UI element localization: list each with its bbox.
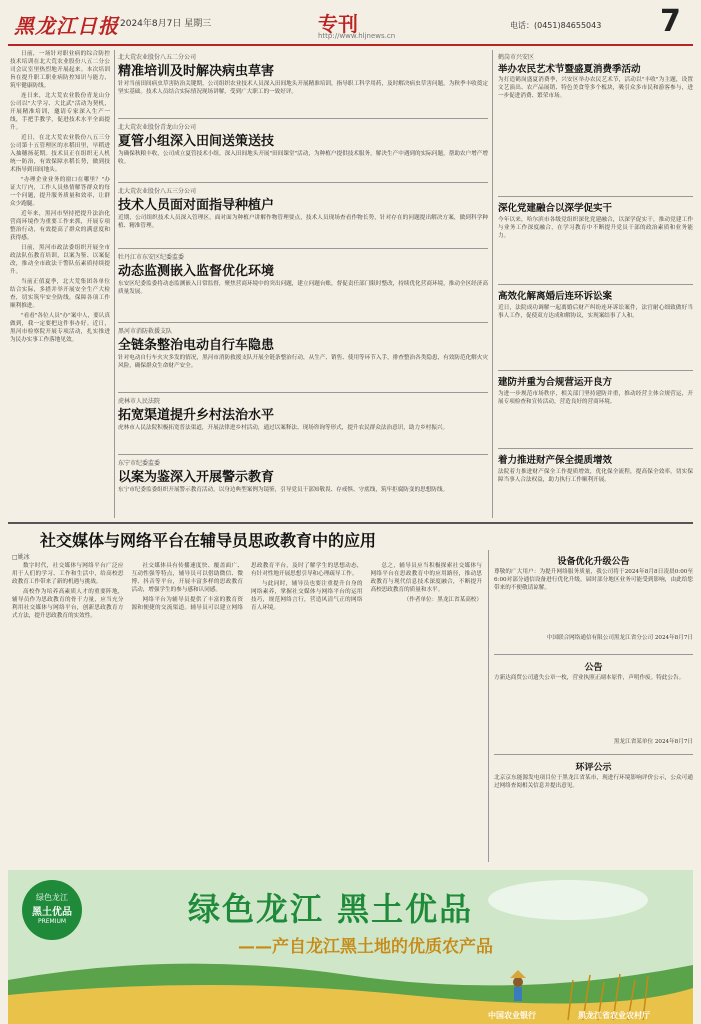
story-headline: 拓宽渠道提升乡村法治水平 <box>118 408 275 423</box>
story-headline: 建防并重为合规营运开良方 <box>498 377 613 388</box>
story-kicker: 黑河市消防救援支队 <box>118 328 173 335</box>
section-title: 专刊 <box>318 12 358 36</box>
feature-author-note: （作者单位：黑龙江省某高校） <box>403 597 482 603</box>
feature-para: 社交媒体具有传播速度快、覆盖面广、互动性强等特点，辅导员可以借助微信、微博、抖音等平台，开展丰富多样的思政教育活动，增强学生的参与感和认同感。 <box>131 563 243 593</box>
story-divider <box>118 182 488 183</box>
story-body: 东宁市纪委监委组织开展警示教育活动，以身边典型案例为镜鉴，引导党员干部知敬畏、存戒惧、守底线，筑牢拒腐防变的思想防线。 <box>118 487 449 493</box>
left-para: "办理企业业务的窗口在哪里？"办证大厅内，工作人员热情解答群众的每一个问题，提升服务质量和效率，让群众少跑腿。 <box>10 177 110 207</box>
notice-title: 设备优化升级公告 <box>557 557 630 567</box>
story-divider <box>498 448 693 449</box>
feature-byline: □姚冰 <box>12 554 30 561</box>
news-story <box>118 186 488 246</box>
feature-para: 总之，辅导员应当积极探索社交媒体与网络平台在思政教育中的应用路径，推动思政教育与现代信息技术深度融合，不断提升高校思政教育的质量和水平。 <box>370 563 482 593</box>
story-headline: 动态监测嵌入监督优化环境 <box>118 264 275 279</box>
story-body: 近期，公司组织技术人员深入管理区，面对面为种植户讲解作物管理要点，技术人员现场查看作物长势，针对存在的问题提出解决方案，做到科学种植、精准管理。 <box>118 215 488 229</box>
story-headline: 夏管小组深入田间送策送技 <box>118 134 275 149</box>
news-story <box>118 396 488 452</box>
story-divider <box>118 248 488 249</box>
banner-badge <box>22 880 82 940</box>
notice-body: 北京京东能源发电项目位于黑龙江省某市，现进行环境影响评价公示，公众可通过网络查阅相关信息并提出意见。 <box>494 775 693 789</box>
news-story <box>118 326 488 390</box>
banner-title: 绿色龙江 黑土优品 <box>188 890 474 928</box>
story-kicker: 北大荒农业股份八五二分公司 <box>118 54 197 61</box>
story-kicker: 鹤岗市兴安区 <box>498 54 535 61</box>
story-body: 为进一步规范市场秩序，相关部门坚持建防并重，推动经营主体合规营运，开展专项检查和宣传活动，营造良好的营商环境。 <box>498 391 693 405</box>
news-story <box>498 288 693 366</box>
badge-line: 黑土优品 <box>32 907 72 918</box>
notice-title: 公告 <box>584 663 603 673</box>
news-story <box>118 458 488 516</box>
notices-column <box>494 550 693 864</box>
left-para: 日前，一场针对职业病的综合防控技术培训在北大荒农业股份八五二分公司会议室里热烈地开展起来。本次培训旨在提升职工职业病防控知识与能力，筑牢健康防线。 <box>10 51 110 89</box>
badge-line: PREMIUM <box>37 918 67 925</box>
promo-banner <box>8 870 693 1024</box>
notice-title: 环评公示 <box>575 763 612 773</box>
story-headline: 深化党建融合以深学促实干 <box>498 203 613 214</box>
story-body: 针对电动自行车火灾多发的情况，黑河市消防救援支队开展全链条整治行动，从生产、销售、使用等环节入手，排查整治各类隐患，有效防范化解火灾风险，确保群众生命财产安全。 <box>118 355 488 369</box>
story-body: 法院着力推进财产保全工作提质增效，优化保全流程，提高保全效率，切实保障当事人合法权益，助力执行工作顺利开展。 <box>498 469 693 483</box>
feature-column <box>12 562 482 862</box>
left-para: 连日来，北大荒农业股份青龙山分公司以"大学习、大比武"活动为契机，开展精准培训，邀请专家深入生产一线，手把手教学，促进技术水平全面提升。 <box>10 93 110 131</box>
newspaper-logo: 黑龙江日报 <box>14 14 119 38</box>
banner-sponsor-left: 中国农业银行 <box>488 1011 536 1020</box>
story-body: 近日，法院成功调解一起离婚后财产纠纷连环诉讼案件，法官耐心细致做好当事人工作，促使双方达成和解协议，实现案结事了人和。 <box>498 305 693 319</box>
left-para: 近年来，黑河市坚持把提升法治化营商环境作为重要工作来抓，开展专项整治行动，有效提高了群众的满意度和获得感。 <box>10 211 110 241</box>
news-story <box>498 374 693 444</box>
left-para: "看看"各位人员"办"案中人，要认真做到，我一定要把这件事办好。近日，黑河市检察院开展专项活动，扎实推进为民办实事工作落地见效。 <box>10 313 110 343</box>
story-divider <box>118 118 488 119</box>
story-body: 为确保秋粮丰收，公司成立夏管技术小组，深入田间地头开展"田间课堂"活动，为种植户提供技术服务，解决生产中遇到的实际问题，帮助农户增产增收。 <box>118 151 488 165</box>
news-story <box>118 122 488 180</box>
banner-subtitle: ——产自龙江黑土地的优质农产品 <box>238 937 493 957</box>
story-headline: 着力推进财产保全提质增效 <box>498 455 613 466</box>
story-kicker: 北大荒农业股份青龙山分公司 <box>118 124 197 131</box>
story-headline: 高效化解离婚后连环诉讼案 <box>498 291 613 302</box>
cloud-shape <box>488 880 648 920</box>
news-story <box>498 200 693 280</box>
story-kicker: 虎林市人民法院 <box>118 398 161 405</box>
masthead <box>0 0 701 44</box>
notice-sign: 中国联合网络通信有限公司黑龙江省分公司 2024年8月7日 <box>546 635 693 641</box>
story-headline: 精准培训及时解决病虫草害 <box>118 64 275 79</box>
left-para: 近日，在北大荒农业股份八五三分公司第十五管理区的水稻田里，早稻进入抽穗扬花期。技术员正在组织无人机统一防治，有效保障水稻长势，做到技术指导到田间地头。 <box>10 135 110 173</box>
notice-body: 尊敬的广大用户：为提升网络服务质量，我公司将于2024年8月8日凌晨0:00至6:00对部分通信设备进行优化升级，届时部分地区业务可能受到影响，由此给您带来的不便敬请谅解。 <box>494 569 693 591</box>
story-body: 为打造鹤岗盛夏消费季，兴安区举办农民艺术节，活动以"丰收"为主题，设置文艺演出、农产品展销、特色美食等多个板块，吸引众多市民和游客参与，进一步促进消费、繁荣市场。 <box>498 77 693 99</box>
story-body: 今年以来，哈尔滨市各级党组织深化党建融合，以深学促实干，推动党建工作与业务工作深度融合，在学习教育中不断提升党员干部的政治素质和业务能力。 <box>498 217 693 239</box>
notice-sign: 黑龙江省某单位 2024年8月7日 <box>613 739 693 745</box>
feature-para: 高校作为培养高素质人才的重要阵地，辅导员作为思政教育的骨干力量，应当充分利用社交媒体与网络平台，创新思政教育方式方法，提升思政教育的实效性。 <box>12 589 124 619</box>
right-news-column <box>498 48 693 520</box>
badge-line: 绿色龙江 <box>36 893 68 902</box>
feature-para: 网络平台为辅导员提供了丰富的教育资源和便捷的交流渠道。辅导员可以建立网络思政教育平台，及时了解学生的思想动态，有针对性地开展思想引导和心理疏导工作。 <box>131 563 363 611</box>
story-divider <box>118 322 488 323</box>
story-body: 针对当前田间病虫草害防治关键期，公司组织农业技术人员深入田间地头开展精准培训，指导职工科学用药，及时解决病虫草害问题，为秋季丰收奠定坚实基础。技术人员结合实际情况现场讲解，受到广大职工的一致好评。 <box>118 81 488 95</box>
story-body: 东安区纪委监委将动态监测嵌入日常监督，聚焦营商环境中的突出问题，建立问题台账，督促责任部门限时整改，持续优化营商环境，推动全区经济高质量发展。 <box>118 281 488 295</box>
story-kicker: 东宁市纪委监委 <box>118 460 161 467</box>
column-divider <box>492 50 493 518</box>
news-story <box>498 452 693 518</box>
feature-para: 与此同时，辅导员也要注重提升自身的网络素养，掌握社交媒体与网络平台的运用技巧，规范网络言行，营造风清气正的网络育人环境。 <box>251 581 363 611</box>
header-rule <box>8 44 693 46</box>
news-story <box>118 252 488 320</box>
story-kicker: 北大荒农业股份八五三分公司 <box>118 188 197 195</box>
left-para: 当前正值夏季，北大荒集团各单位结合实际，多措并举开展安全生产大检查，切实筑牢安全防线，保障各项工作顺利推进。 <box>10 279 110 309</box>
site-url[interactable]: http://www.hljnews.cn <box>318 32 396 40</box>
story-divider <box>498 196 693 197</box>
story-headline: 技术人员面对面指导种植户 <box>118 198 275 213</box>
page-number: 7 <box>660 4 681 39</box>
story-divider <box>118 392 488 393</box>
middle-news-column <box>118 48 488 518</box>
story-headline: 以案为鉴深入开展警示教育 <box>118 470 275 485</box>
notice-body: 方新达商贸公司遗失公章一枚，营业执照正副本原件，声明作废。特此公告。 <box>494 675 685 681</box>
story-divider <box>118 454 488 455</box>
story-body: 虎林市人民法院积极拓宽普法渠道，开展法律进乡村活动，通过以案释法、现场咨询等形式，提升农民群众法治意识，助力乡村振兴。 <box>118 425 449 431</box>
left-news-column <box>10 50 110 518</box>
contact-phone: 电话：(0451)84655043 <box>510 21 602 30</box>
column-divider <box>488 550 489 862</box>
banner-sponsor-right: 黑龙江省农业农村厅 <box>578 1011 650 1020</box>
news-story <box>118 52 488 116</box>
issue-date: 2024年8月7日 星期三 <box>120 19 212 29</box>
notice-divider <box>494 754 693 755</box>
feature-headline: 社交媒体与网络平台在辅导员思政教育中的应用 <box>40 531 377 550</box>
notice-divider <box>494 654 693 655</box>
news-story <box>498 52 693 192</box>
story-headline: 举办农民艺术节暨盛夏消费季活动 <box>498 64 641 75</box>
feature-para: 数字时代，社交媒体与网络平台广泛应用于人们的学习、工作和生活中，给高校思政教育工作带来了新的机遇与挑战。 <box>12 563 124 585</box>
feature-top-rule <box>8 522 693 524</box>
story-kicker: 牡丹江市东安区纪委监委 <box>118 254 185 261</box>
column-divider <box>114 50 115 518</box>
story-divider <box>498 284 693 285</box>
story-headline: 全链条整治电动自行车隐患 <box>118 338 275 353</box>
left-para: 日前，黑河市政法委组织开展全市政法队伍教育培训，以案为鉴、以案促改，推动全市政法干警队伍素质持续提升。 <box>10 245 110 275</box>
story-divider <box>498 370 693 371</box>
